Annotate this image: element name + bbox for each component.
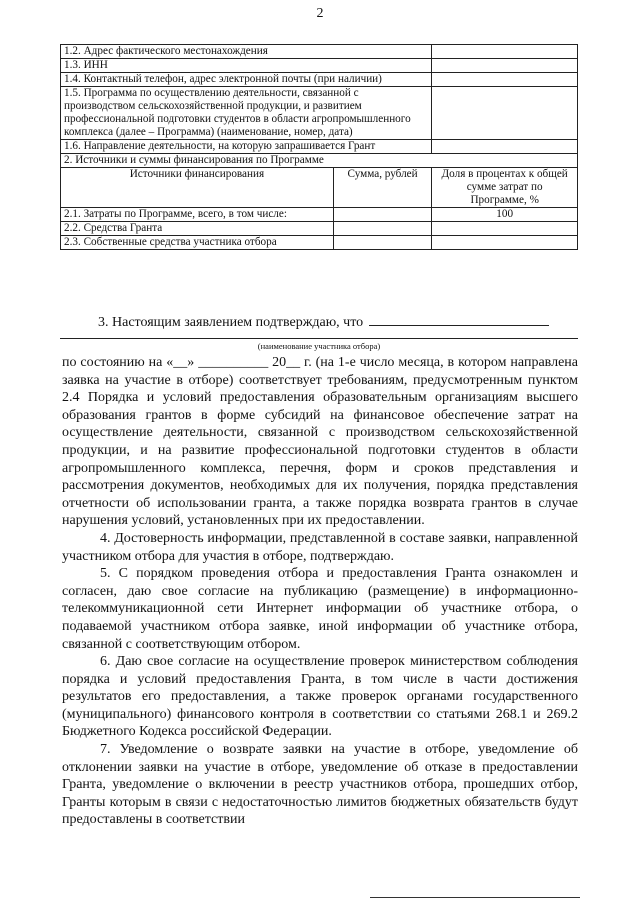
footer-rule [370,897,580,898]
paragraph-7: 7. Уведомление о возврате заявки на участие в отборе, уведомление об отклонении заявки на участие в отборе, уведомление об отказе в предоставлении Гранта, уведомление о включении в реестр участников отбора, прошедших отбор, Гранты которым в связи с недостаточностью лимитов бюджетных обязательств будут предоставлены в соответствии [62,742,578,828]
table-row [61,140,578,154]
row-label-direction: 1.6. Направление деятельности, на которую запрашивается Грант [61,140,432,154]
table-row [61,236,578,250]
row-sum-grant-funds[interactable] [333,222,432,236]
table-row [61,59,578,73]
row-share-total-costs[interactable]: 100 [432,208,578,222]
row-label-program: 1.5. Программа по осуществлению деятельности, связанной с производством сельскохозяйственной продукции, и развитием профессиональной подготовки студентов в области агропромышленного комплекса (далее – Программа) (наименование, номер, дата) [61,87,432,140]
statement-lead [60,312,578,331]
row-value-address[interactable] [432,45,578,59]
row-label-inn: 1.3. ИНН [61,59,432,73]
table-row [61,45,578,59]
row-label-total-costs: 2.1. Затраты по Программе, всего, в том числе: [61,208,334,222]
paragraph-5: 5. С порядком проведения отбора и предоставления Гранта ознакомлен и согласен, даю свое согласие на публикацию (размещение) в информационно-телекоммуникационной сети Интернет информации об участнике отбора, о подаваемой участником отбора заявке, иной информации об участнике отбора, связанной с соответствующим отбором. [62,566,578,652]
statement-lead-text: 3. Настоящим заявлением подтверждаю, что [98,315,364,330]
participant-name-caption: (наименование участника отбора) [257,341,381,351]
table-header-row [61,168,578,208]
header-share: Доля в процентах к общей сумме затрат по Программе, % [432,168,578,208]
page-number: 2 [316,6,324,21]
row-value-program[interactable] [432,87,578,140]
table-row [61,222,578,236]
row-share-own-funds[interactable] [432,236,578,250]
row-label-own-funds: 2.3. Собственные средства участника отбора [61,236,334,250]
table-row [61,87,578,140]
row-label-contacts: 1.4. Контактный телефон, адрес электронной почты (при наличии) [61,73,432,87]
header-sum: Сумма, рублей [333,168,432,208]
participant-name-blank[interactable] [369,312,549,326]
paragraph-3-continuation: по состоянию на «__» __________ 20__ г. (на 1-е число месяца, в котором направлена заявка на участие в отборе) соответствует требованиям, предусмотренным пунктом 2.4 Порядка и условий предоставления образовательным организациям высшего образования грантов в форме субсидий на финансовое обеспечение затрат на осуществление деятельности, связанной с производством сельскохозяйственной продукции, и на развитие профессиональной подготовки студентов в области агропромышленного комплекса, перечня, форм и сроков представления и рассмотрения документов, необходимых для их получения, порядка представления отчетности об использовании гранта, а также порядка возврата грантов в случае нарушения условий, установленных при их предоставлении. [62,355,578,529]
row-value-contacts[interactable] [432,73,578,87]
row-sum-total-costs[interactable] [333,208,432,222]
table-row [61,208,578,222]
row-label-grant-funds: 2.2. Средства Гранта [61,222,334,236]
paragraph-6: 6. Даю свое согласие на осуществление проверок министерством соблюдения порядка и условий предоставления Гранта, в том числе в части достижения результатов его предоставления, а также проверок органами государственного (муниципального) финансового контроля в соответствии со статьями 268.1 и 269.2 Бюджетного Кодекса российской Федерации. [62,654,578,740]
participant-name-line[interactable] [60,338,578,339]
row-value-inn[interactable] [432,59,578,73]
table-row [61,154,578,168]
row-sum-own-funds[interactable] [333,236,432,250]
header-source: Источники финансирования [61,168,334,208]
statement-body [62,354,578,829]
row-value-direction[interactable] [432,140,578,154]
table-row [61,73,578,87]
row-label-address: 1.2. Адрес фактического местонахождения [61,45,432,59]
paragraph-4: 4. Достоверность информации, представленной в составе заявки, направленной участником отбора для участия в отборе, подтверждаю. [62,530,578,564]
application-form-table [60,44,578,250]
section2-title: 2. Источники и суммы финансирования по Программе [61,154,578,168]
row-share-grant-funds[interactable] [432,222,578,236]
